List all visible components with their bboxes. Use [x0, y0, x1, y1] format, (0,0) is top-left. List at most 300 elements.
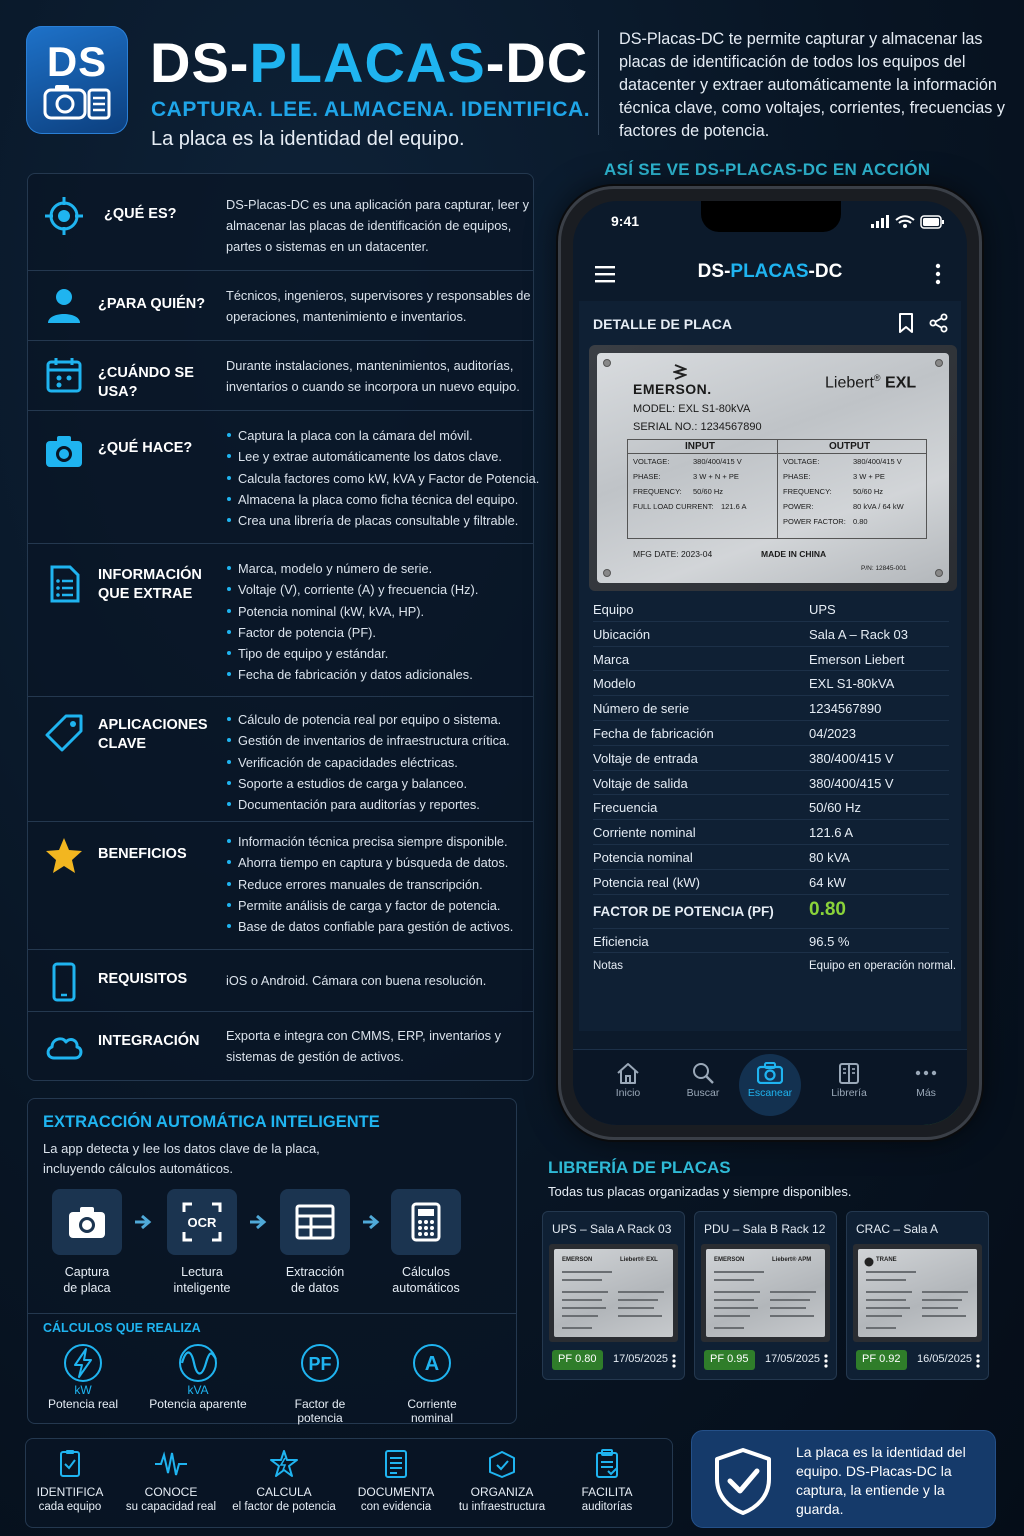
pf-badge: PF 0.92	[856, 1350, 907, 1370]
library-card-date: 17/05/2025	[613, 1353, 669, 1365]
plate-input-value: 121.6 A	[721, 502, 747, 511]
footer-item-conoce	[115, 1449, 227, 1515]
mini-nameplate	[858, 1249, 977, 1337]
ampere-icon-text: A	[424, 1353, 440, 1375]
library-card-name: UPS – Sala A Rack 03	[552, 1222, 672, 1236]
spec-value: EXL S1-80kVA	[809, 676, 895, 692]
plate-input-title: INPUT	[685, 441, 715, 452]
star-icon	[44, 836, 84, 876]
plate-product	[825, 373, 916, 392]
spec-key: Notas	[593, 960, 624, 973]
spec-value: 50/60 Hz	[809, 800, 862, 816]
list-item: Cálculo de potencia real por equipo o sistema.	[226, 709, 531, 730]
spec-value: 380/400/415 V	[809, 775, 894, 791]
library-card-thumbnail	[853, 1244, 982, 1342]
step-label-line: automáticos	[392, 1281, 460, 1295]
mini-line	[618, 1307, 654, 1309]
beneficios-list	[226, 831, 531, 937]
spec-key: Modelo	[593, 676, 636, 692]
plate-model: MODEL: EXL S1-80kVA	[633, 403, 751, 415]
library-card-date: 17/05/2025	[765, 1353, 821, 1365]
camera-icon	[67, 1202, 107, 1242]
library-card-thumbnail	[701, 1244, 830, 1342]
more-vertical-icon[interactable]	[672, 1354, 676, 1368]
info-label: REQUISITOS	[98, 971, 188, 987]
mini-line	[562, 1279, 602, 1281]
status-time: 9:41	[611, 213, 640, 229]
pf-icon	[300, 1343, 340, 1383]
spec-row	[593, 696, 949, 721]
spec-value: 64 kW	[809, 874, 846, 890]
aplicaciones-list	[226, 709, 531, 815]
footer-l2: tu infraestructura	[458, 1501, 546, 1513]
footer-l1: CALCULA	[256, 1485, 312, 1499]
spec-key: Voltaje de salida	[593, 775, 688, 791]
logo-text: DS	[46, 38, 108, 85]
spec-row	[593, 746, 949, 771]
more-horizontal-icon	[914, 1062, 938, 1084]
plate-io-divider	[777, 439, 778, 539]
step-label-line: inteligente	[173, 1281, 231, 1295]
spec-row	[593, 870, 949, 895]
plate-made-in: MADE IN CHINA	[761, 549, 827, 559]
calc-item-kva	[143, 1343, 253, 1411]
mini-line	[714, 1291, 760, 1293]
nameplate	[597, 353, 949, 583]
info-row-para-quien	[28, 271, 533, 341]
footer-l2: su capacidad real	[125, 1501, 217, 1513]
step-label-line: de datos	[291, 1281, 339, 1295]
plate-output-value: 50/60 Hz	[853, 487, 884, 496]
spec-value: Equipo en operación normal.	[809, 960, 957, 973]
plate-product-model: EXL	[885, 374, 917, 392]
info-row-integracion	[28, 1012, 533, 1080]
calc-label-line: nominal	[410, 1411, 454, 1425]
info-row-aplicaciones	[28, 697, 533, 822]
footer-item-organiza	[446, 1449, 558, 1515]
footer-l1: FACILITA	[581, 1485, 633, 1499]
list-item: Captura la placa con la cámara del móvil.	[226, 425, 531, 446]
extraction-title: EXTRACCIÓN AUTOMÁTICA INTELIGENTE	[43, 1113, 380, 1131]
step-label	[37, 1264, 137, 1296]
more-vertical-icon[interactable]	[976, 1354, 980, 1368]
calc-unit: kW	[74, 1383, 92, 1397]
arrow-right-icon	[133, 1213, 153, 1231]
star-bolt-icon	[269, 1449, 299, 1479]
plate-input-key: FREQUENCY:	[633, 487, 682, 496]
calc-label-line: Corriente	[407, 1397, 457, 1411]
mini-nameplate	[706, 1249, 825, 1337]
step-label-line: Lectura	[181, 1265, 223, 1279]
list-item: Factor de potencia (PF).	[226, 622, 531, 643]
footer-bar	[25, 1438, 673, 1528]
plate-output-key: VOLTAGE:	[783, 457, 820, 466]
list-item: Almacena la placa como ficha técnica del equipo.	[226, 489, 531, 510]
list-item: Crea una librería de placas consultable y filtrable.	[226, 510, 531, 531]
info-label-line: APLICACIONES	[98, 717, 208, 733]
more-vertical-icon[interactable]	[935, 263, 941, 285]
spec-key: Potencia real (kW)	[593, 874, 700, 890]
spec-key: Número de serie	[593, 701, 690, 717]
spec-table	[593, 597, 957, 978]
info-label: ¿QUÉ HACE?	[98, 440, 193, 456]
spec-value: 96.5 %	[809, 933, 850, 949]
arrow-right-icon	[248, 1213, 268, 1231]
footer-l1: CONOCE	[144, 1485, 198, 1499]
mini-line	[618, 1291, 664, 1293]
list-item: Permite análisis de carga y factor de potencia.	[226, 895, 531, 916]
mini-line	[562, 1271, 612, 1273]
calc-label: Potencia real	[47, 1397, 119, 1411]
info-row-beneficios	[28, 822, 533, 950]
plate-output-value: 3 W + PE	[853, 472, 885, 481]
library-card-thumbnail	[549, 1244, 678, 1342]
info-label	[98, 716, 223, 754]
calc-item-pf	[265, 1343, 375, 1425]
list-item: Marca, modelo y número de serie.	[226, 558, 531, 579]
spec-value: 0.80	[809, 898, 846, 920]
mini-line	[714, 1327, 744, 1329]
footer-l2: el factor de potencia	[232, 1501, 336, 1513]
plate-io-header-line	[627, 453, 927, 454]
nav-item-buscar[interactable]	[668, 1062, 738, 1099]
ocr-text: OCR	[187, 1215, 217, 1230]
mini-line	[866, 1307, 910, 1309]
library-card-name: CRAC – Sala A	[856, 1222, 939, 1236]
status-icons	[871, 215, 945, 229]
footer-item-calcula	[228, 1449, 340, 1515]
ampere-icon	[412, 1343, 452, 1383]
step-label-line: Cálculos	[402, 1265, 450, 1279]
plate-input-value: 3 W + N + PE	[693, 472, 739, 481]
plate-input-value: 380/400/415 V	[693, 457, 742, 466]
emerson-logo-icon	[673, 363, 687, 381]
mini-line	[770, 1315, 814, 1317]
list-item: Soporte a estudios de carga y balanceo.	[226, 773, 531, 794]
plate-brand: EMERSON.	[633, 381, 712, 397]
extraction-panel	[27, 1098, 517, 1424]
library-icon	[837, 1062, 861, 1084]
spec-value: 04/2023	[809, 725, 856, 741]
mini-line	[866, 1279, 906, 1281]
library-card[interactable]	[846, 1211, 989, 1380]
plate-input-key: FULL LOAD CURRENT:	[633, 502, 714, 511]
info-text: Exporta e integra con CMMS, ERP, inventarios y sistemas de gestión de activos.	[226, 1028, 502, 1064]
spec-key: Eficiencia	[593, 933, 649, 949]
footer-l1: ORGANIZA	[470, 1485, 534, 1499]
plate-output-value: 0.80	[853, 517, 868, 526]
document-lines-icon	[381, 1449, 411, 1479]
spec-value: Sala A – Rack 03	[809, 626, 909, 642]
identity-badge	[691, 1430, 996, 1528]
intro-text: DS-Placas-DC te permite capturar y almacenar las placas de identificación de todos los equipos del datacenter y extraer automáticamente la información técnica clave, como voltajes, corrientes, frecuencias y factores de potencia.	[619, 30, 1005, 140]
plate-mfg: MFG DATE: 2023-04	[633, 549, 713, 559]
mini-line	[562, 1327, 592, 1329]
list-item: Base de datos confiable para gestión de activos.	[226, 916, 531, 937]
mini-line	[866, 1327, 896, 1329]
info-label: ¿CUÁNDO SE USA?	[98, 365, 194, 400]
mini-line	[866, 1291, 912, 1293]
target-icon	[44, 196, 84, 236]
plate-output-title: OUTPUT	[829, 441, 871, 452]
trane-logo-icon	[864, 1257, 874, 1267]
list-item: Lee y extrae automáticamente los datos clave.	[226, 446, 531, 467]
footer-l2: cada equipo	[38, 1501, 102, 1513]
title-part-2: PLACAS	[249, 31, 486, 94]
mini-line	[714, 1307, 758, 1309]
mini-product: Liebert® EXL	[620, 1257, 658, 1263]
plate-output-key: PHASE:	[783, 472, 811, 481]
spec-key: Marca	[593, 651, 630, 667]
nav-item-libreria[interactable]	[814, 1062, 884, 1099]
spec-row	[593, 953, 957, 978]
list-item: Gestión de inventarios de infraestructura crítica.	[226, 730, 531, 751]
spec-key: Frecuencia	[593, 800, 658, 816]
nav-item-inicio[interactable]	[593, 1062, 663, 1099]
info-text: DS-Placas-DC es una aplicación para capturar, leer y almacenar las placas de identificación de equipos, partes o sistemas en un datacenter.	[226, 197, 530, 254]
plate-serial: SERIAL NO.: 1234567890	[633, 421, 762, 433]
nav-item-escanear[interactable]	[735, 1062, 805, 1099]
mini-line	[618, 1315, 662, 1317]
spec-value: 121.6 A	[809, 825, 854, 841]
app-bar-title-part: DS-	[697, 261, 731, 282]
table-icon	[295, 1202, 335, 1242]
plate-output-key: POWER:	[783, 502, 814, 511]
mini-line	[922, 1299, 962, 1301]
list-item: Potencia nominal (kW, kVA, HP).	[226, 601, 531, 622]
title-part-3: -DC	[485, 31, 589, 94]
nav-item-mas[interactable]	[891, 1062, 961, 1099]
spec-row	[593, 929, 949, 954]
mini-brand: TRANE	[876, 1257, 897, 1263]
box-check-icon	[487, 1449, 517, 1479]
informacion-list	[226, 558, 531, 686]
calc-unit: kVA	[187, 1383, 209, 1397]
info-label-line: CLAVE	[98, 736, 147, 752]
plate-product-reg: ®	[873, 373, 881, 383]
extraction-desc: La app detecta y lee los datos clave de la placa, incluyendo cálculos automáticos.	[43, 1141, 320, 1176]
mini-line	[562, 1291, 608, 1293]
ocr-scan-icon	[182, 1202, 222, 1242]
mini-line	[770, 1307, 806, 1309]
plate-output-key: FREQUENCY:	[783, 487, 832, 496]
app-bar-title	[573, 261, 967, 283]
screw	[603, 359, 611, 367]
calc-item-kw	[28, 1343, 138, 1411]
pf-badge: PF 0.95	[704, 1350, 755, 1370]
list-item: Reduce errores manuales de transcripción.	[226, 874, 531, 895]
library-card[interactable]	[542, 1211, 685, 1380]
spec-row	[593, 721, 949, 746]
app-logo	[26, 26, 128, 134]
card-title: DETALLE DE PLACA	[593, 316, 732, 332]
info-row-que-es	[28, 174, 533, 271]
footer-item-facilita	[551, 1449, 663, 1515]
library-title: LIBRERÍA DE PLACAS	[548, 1158, 731, 1177]
mini-line	[562, 1299, 602, 1301]
nav-label: Inicio	[615, 1087, 641, 1099]
mini-line	[618, 1299, 658, 1301]
info-row-requisitos	[28, 950, 533, 1012]
nav-label: Buscar	[686, 1087, 720, 1099]
app-bar-title-part: -DC	[808, 261, 843, 282]
mini-line	[866, 1299, 906, 1301]
mini-line	[866, 1271, 916, 1273]
plate-product-name: Liebert	[825, 374, 874, 392]
mini-line	[714, 1299, 754, 1301]
spec-value: 80 kVA	[809, 849, 850, 865]
spec-key: Equipo	[593, 602, 634, 617]
spec-row	[593, 895, 949, 929]
phone-screen	[573, 201, 967, 1125]
que-hace-list	[226, 425, 540, 531]
nav-label: Más	[916, 1087, 936, 1099]
plate-photo[interactable]	[589, 345, 957, 591]
spec-row	[593, 795, 949, 820]
spec-value: 1234567890	[809, 701, 882, 717]
phone-heading: ASÍ SE VE DS-PLACAS-DC EN ACCIÓN	[604, 160, 931, 179]
camera-icon	[757, 1062, 783, 1084]
divider	[28, 1313, 516, 1314]
step-label	[376, 1264, 476, 1296]
info-text: Técnicos, ingenieros, supervisores y responsables de operaciones, mantenimiento e inventarios.	[226, 288, 531, 324]
info-label	[98, 566, 223, 604]
info-label-line: QUE EXTRAE	[98, 586, 193, 602]
spec-row	[593, 622, 949, 647]
list-item: Tipo de equipo y estándar.	[226, 643, 531, 664]
spec-value: 380/400/415 V	[809, 750, 894, 766]
share-icon[interactable]	[929, 313, 949, 333]
info-row-informacion	[28, 544, 533, 697]
tagline: CAPTURA. LEE. ALMACENA. IDENTIFICA.	[151, 98, 591, 121]
list-item: Voltaje (V), corriente (A) y frecuencia (Hz).	[226, 579, 531, 600]
info-label: BENEFICIOS	[98, 846, 187, 862]
subtitle: La placa es la identidad del equipo.	[151, 128, 465, 150]
calc-label-line: Factor de	[294, 1397, 346, 1411]
mini-brand: EMERSON	[562, 1257, 593, 1263]
nav-label: Librería	[831, 1087, 867, 1099]
spec-row	[593, 771, 949, 796]
app-title	[150, 30, 588, 95]
list-item: Información técnica precisa siempre disponible.	[226, 831, 531, 852]
plate-output-key: POWER FACTOR:	[783, 517, 846, 526]
calc-label-line: potencia	[297, 1411, 343, 1425]
mini-line	[922, 1307, 958, 1309]
info-label-line: INFORMACIÓN	[98, 567, 202, 583]
mini-line	[922, 1315, 966, 1317]
bookmark-icon[interactable]	[897, 313, 915, 333]
camera-icon	[44, 431, 84, 471]
footer-l2: auditorías	[581, 1501, 633, 1513]
plate-input-key: VOLTAGE:	[633, 457, 670, 466]
calc-item-current	[377, 1343, 487, 1425]
step-label	[152, 1264, 252, 1296]
mini-line	[562, 1307, 606, 1309]
mini-line	[922, 1291, 968, 1293]
more-vertical-icon[interactable]	[824, 1354, 828, 1368]
user-icon	[44, 285, 84, 325]
plate-detail-card	[579, 301, 961, 1031]
app-bar-title-part: PLACAS	[730, 261, 809, 282]
phone-notch	[701, 201, 841, 232]
list-item: Ahorra tiempo en captura y búsqueda de datos.	[226, 852, 531, 873]
mini-line	[714, 1315, 750, 1317]
spec-row	[593, 820, 949, 845]
list-item: Verificación de capacidades eléctricas.	[226, 752, 531, 773]
search-icon	[691, 1062, 715, 1084]
mini-product: Liebert® APM	[772, 1257, 812, 1263]
spec-row	[593, 597, 949, 622]
info-label: ¿PARA QUIÉN?	[98, 296, 206, 312]
info-label: ¿QUÉ ES?	[104, 206, 177, 222]
mini-line	[770, 1299, 810, 1301]
step-label	[265, 1264, 365, 1296]
screw	[603, 569, 611, 577]
mini-line	[770, 1291, 816, 1293]
tag-icon	[44, 713, 84, 753]
cloud-icon	[44, 1026, 84, 1066]
footer-l1: IDENTIFICA	[36, 1485, 104, 1499]
list-item: Fecha de fabricación y datos adicionales.	[226, 664, 531, 685]
info-text: Durante instalaciones, mantenimientos, auditorías, inventarios o cuando se incorpora un nuevo equipo.	[226, 358, 520, 394]
step-extract	[280, 1189, 350, 1255]
spec-row	[593, 845, 949, 870]
footer-l1: DOCUMENTA	[357, 1485, 435, 1499]
calc-label: Potencia aparente	[149, 1397, 247, 1411]
calc-label	[265, 1397, 375, 1425]
spec-key: FACTOR DE POTENCIA (PF)	[593, 903, 774, 919]
step-ocr	[167, 1189, 237, 1255]
clipboard-icon	[592, 1449, 622, 1479]
plate-input-key: PHASE:	[633, 472, 661, 481]
phone-mockup	[558, 186, 982, 1140]
pf-badge: PF 0.80	[552, 1350, 603, 1370]
footer-item-identifica	[14, 1449, 126, 1515]
plate-input-value: 50/60 Hz	[693, 487, 724, 496]
list-item: Documentación para auditorías y reportes.	[226, 794, 531, 815]
library-card-name: PDU – Sala B Rack 12	[704, 1222, 826, 1236]
badge-text: La placa es la identidad del equipo. DS-Placas-DC la captura, la entiende y la guarda.	[796, 1444, 966, 1517]
list-item: Calcula factores como kW, kVA y Factor de Potencia.	[226, 468, 531, 489]
document-check-icon	[55, 1449, 85, 1479]
spec-key: Voltaje de entrada	[593, 750, 698, 766]
step-capture	[52, 1189, 122, 1255]
header-divider	[598, 30, 599, 135]
info-panel	[27, 173, 540, 1081]
nav-label: Escanear	[747, 1087, 793, 1099]
step-calc	[391, 1189, 461, 1255]
spec-row	[593, 671, 949, 696]
smartphone-icon	[44, 962, 84, 1002]
spec-row	[593, 647, 949, 672]
spec-value: UPS	[809, 602, 836, 617]
mini-nameplate	[554, 1249, 673, 1337]
pf-icon-text: PF	[308, 1354, 332, 1374]
screw	[935, 359, 943, 367]
bolt-icon	[63, 1343, 103, 1383]
arrow-right-icon	[361, 1213, 381, 1231]
info-row-cuando	[28, 341, 533, 411]
library-card[interactable]	[694, 1211, 837, 1380]
mini-line	[866, 1315, 902, 1317]
document-list-icon	[44, 564, 84, 604]
info-label: INTEGRACIÓN	[98, 1033, 200, 1049]
screw	[935, 569, 943, 577]
info-text: iOS o Android. Cámara con buena resolución.	[226, 973, 487, 988]
camera-plate-icon	[43, 84, 111, 120]
info-row-que-hace	[28, 411, 540, 544]
plate-output-value: 80 kVA / 64 kW	[853, 502, 904, 511]
